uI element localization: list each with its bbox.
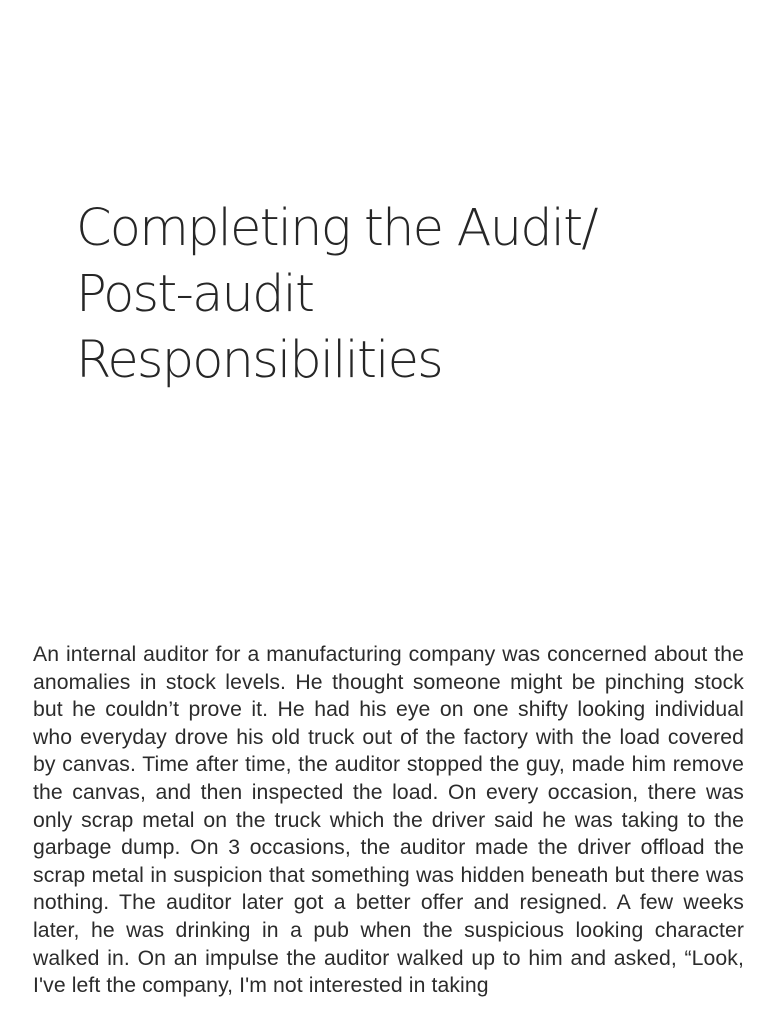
story-paragraph: An internal auditor for a manufacturing company was concerned about the anomalies in stock levels. He thought someone might be pinching stock but he couldn’t prove it. He had his eye on one shifty looking individual who everyday drove his old truck out of the factory with the load covered by canvas. Time after time, the auditor stopped the guy, made him remove the canvas, and then inspected the load. On every occasion, there was only scrap metal on the truck which the driver said he was taking to the garbage dump. On 3 occasions, the auditor made the driver offload the scrap metal in suspicion that something was hidden beneath but there was nothing. The auditor later got a better offer and resigned. A few weeks later, he was drinking in a pub when the suspicious looking character walked in. On an impulse the auditor walked up to him and asked, “Look, I've left the company, I'm not interested in taking bbox=[33, 643, 744, 998]
slide-title bbox=[76, 196, 716, 394]
title-line-3: Responsibilities bbox=[76, 331, 442, 390]
title-line-1: Completing the Audit/ bbox=[76, 199, 597, 258]
title-line-2: Post-audit bbox=[76, 265, 314, 324]
